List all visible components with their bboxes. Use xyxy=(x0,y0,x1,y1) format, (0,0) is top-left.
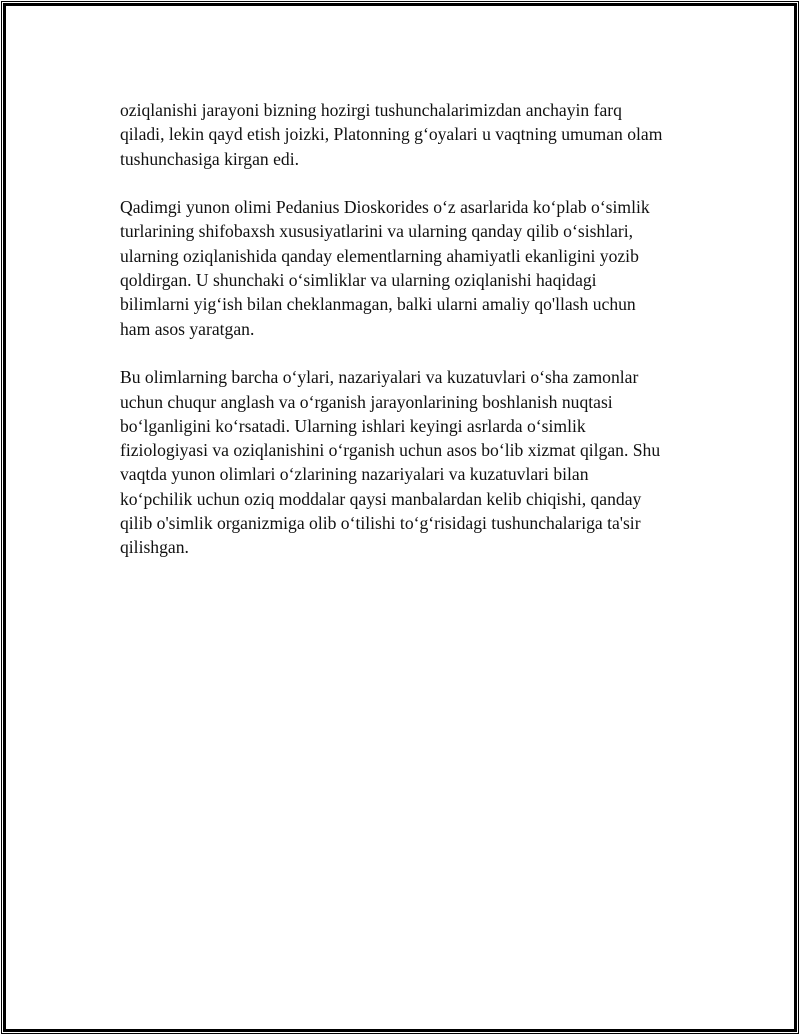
text-line: fiziologiyasi va oziqlanishini oʻrganish uchun asos boʻlib xizmat qilgan. Shu xyxy=(120,440,661,461)
text-line: uchun chuqur anglash va oʻrganish jarayonlarining boshlanish nuqtasi xyxy=(120,391,613,412)
text-line: boʻlganligini koʻrsatadi. Ularning ishlari keyingi asrlarda oʻsimlik xyxy=(120,415,586,436)
text-line: bilimlarni yigʻish bilan cheklanmagan, balki ularni amaliy qo'llash uchun xyxy=(120,294,636,315)
text-line: qoldirgan. U shunchaki oʻsimliklar va ularning oziqlanishi haqidagi xyxy=(120,270,597,291)
paragraph-3 xyxy=(120,365,700,559)
paragraph-2 xyxy=(120,195,700,341)
text-line: qiladi, lekin qayd etish joizki, Platonning gʻoyalari u vaqtning umuman olam xyxy=(120,124,663,145)
text-line: qilib o'simlik organizmiga olib oʻtilishi toʻgʻrisidagi tushunchalariga ta'sir xyxy=(120,513,641,534)
document-body xyxy=(120,98,700,584)
page-frame xyxy=(3,3,797,1032)
text-line: Bu olimlarning barcha oʻylari, nazariyalari va kuzatuvlari oʻsha zamonlar xyxy=(120,367,639,388)
text-line: oziqlanishi jarayoni bizning hozirgi tushunchalarimizdan anchayin farq xyxy=(120,100,622,120)
text-line: koʻpchilik uchun oziq moddalar qaysi manbalardan kelib chiqishi, qanday xyxy=(120,488,642,509)
paragraph-1 xyxy=(120,98,700,171)
text-line: ham asos yaratgan. xyxy=(120,318,255,339)
text-line: turlarining shifobaxsh xususiyatlarini va ularning qanday qilib oʻsishlari, xyxy=(120,221,634,242)
text-line: ularning oziqlanishida qanday elementlarning ahamiyatli ekanligini yozib xyxy=(120,245,639,266)
text-line: Qadimgi yunon olimi Pedanius Dioskorides oʻz asarlarida koʻplab oʻsimlik xyxy=(120,197,650,218)
text-line: vaqtda yunon olimlari oʻzlarining nazariyalari va kuzatuvlari bilan xyxy=(120,464,589,485)
text-line: tushunchasiga kirgan edi. xyxy=(120,148,299,169)
text-line: qilishgan. xyxy=(120,537,189,558)
